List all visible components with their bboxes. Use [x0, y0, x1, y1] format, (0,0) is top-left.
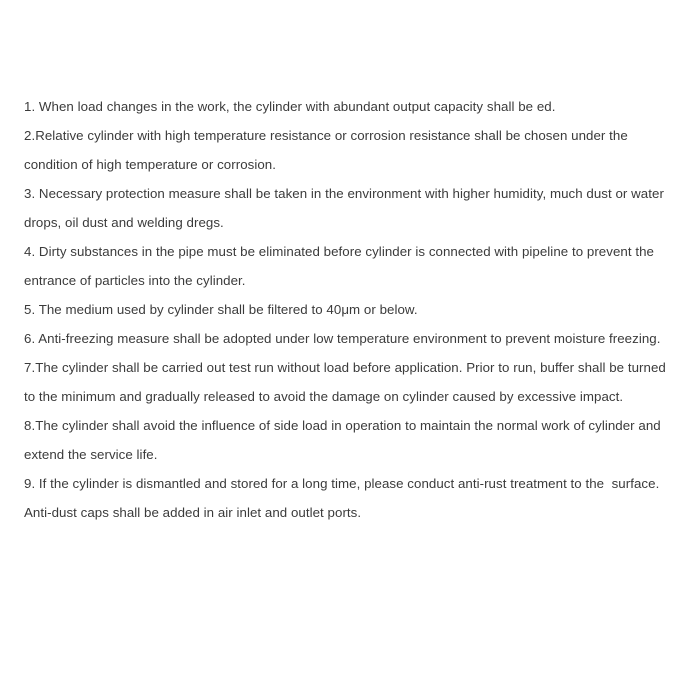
list-item: 3. Necessary protection measure shall be taken in the environment with higher humidity, much dust or water drops, oil dust and welding dregs.	[24, 186, 668, 230]
list-item: 8.The cylinder shall avoid the influence of side load in operation to maintain the normal work of cylinder and extend the service life.	[24, 418, 665, 462]
list-item: 9. If the cylinder is dismantled and stored for a long time, please conduct anti-rust treatment to the surface. Anti-dust caps shall be added in air inlet and outlet ports.	[24, 476, 663, 520]
list-item: 7.The cylinder shall be carried out test run without load before application. Prior to run, buffer shall be turned to the minimum and gradually released to avoid the damage on cylinder caused by excessive impact.	[24, 360, 670, 404]
list-item: 6. Anti-freezing measure shall be adopted under low temperature environment to prevent moisture freezing.	[24, 331, 661, 346]
list-item: 1. When load changes in the work, the cylinder with abundant output capacity shall be ed.	[24, 99, 556, 114]
list-item: 2.Relative cylinder with high temperature resistance or corrosion resistance shall be chosen under the condition of high temperature or corrosion.	[24, 128, 632, 172]
list-item: 4. Dirty substances in the pipe must be eliminated before cylinder is connected with pipeline to prevent the entrance of particles into the cylinder.	[24, 244, 658, 288]
list-item: 5. The medium used by cylinder shall be filtered to 40μm or below.	[24, 302, 418, 317]
instructions-list	[24, 92, 676, 527]
